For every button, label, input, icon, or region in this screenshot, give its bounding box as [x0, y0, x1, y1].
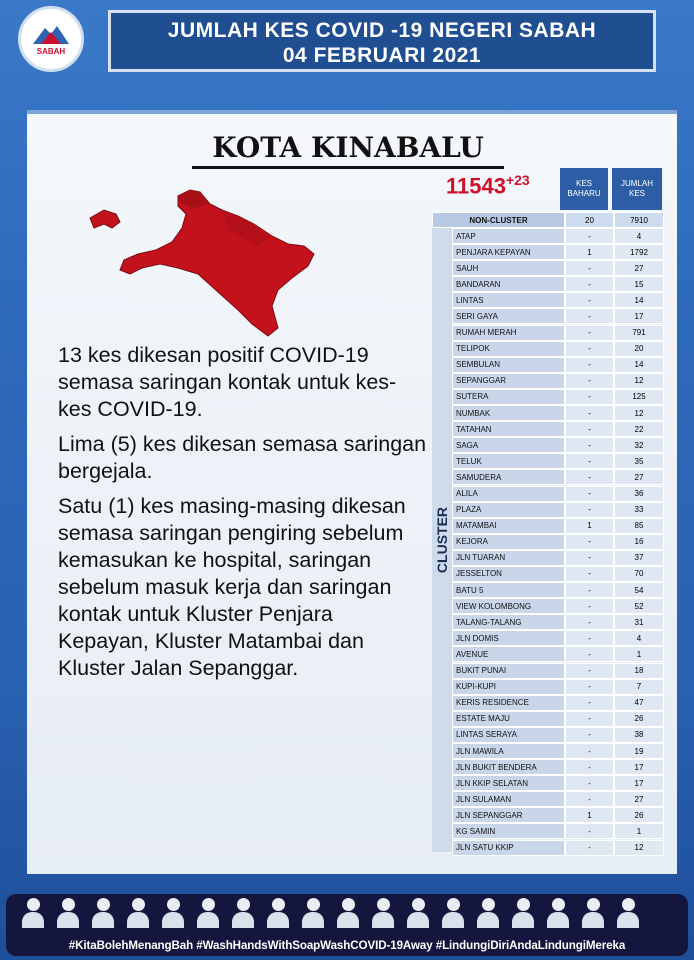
table-row — [452, 405, 664, 421]
table-row — [452, 228, 664, 244]
table-row — [452, 453, 664, 469]
row-name: JLN TUARAN — [452, 550, 565, 566]
paragraph: 13 kes dikesan positif COVID-19 semasa saringan kontak untuk kes-kes COVID-19. — [58, 343, 397, 421]
row-new: - — [565, 228, 614, 244]
row-name: TALANG-TALANG — [452, 614, 565, 630]
row-name: RUMAH MERAH — [452, 325, 565, 341]
table-row-non-cluster — [432, 212, 664, 228]
row-name: KEJORA — [452, 534, 565, 550]
row-new: - — [565, 502, 614, 518]
row-total: 12 — [614, 405, 664, 421]
row-name: SUTERA — [452, 389, 565, 405]
person-icon — [300, 898, 326, 928]
table-row — [452, 550, 664, 566]
person-icon — [440, 898, 466, 928]
row-name: SAUH — [452, 260, 565, 276]
row-total: 17 — [614, 308, 664, 324]
table-row — [452, 791, 664, 807]
row-new: - — [565, 292, 614, 308]
person-icon — [160, 898, 186, 928]
row-name: JLN BUKIT BENDERA — [452, 759, 565, 775]
table-row — [452, 389, 664, 405]
person-icon — [405, 898, 431, 928]
summary-text — [58, 342, 428, 690]
row-total: 14 — [614, 357, 664, 373]
row-new: - — [565, 823, 614, 839]
row-name: ATAP — [452, 228, 565, 244]
row-total: 17 — [614, 759, 664, 775]
row-name: ESTATE MAJU — [452, 711, 565, 727]
total-cases — [446, 172, 530, 199]
footer-hashtags: #KitaBolehMenangBah #WashHandsWithSoapWashCOVID-19Away #LindungiDiriAndaLindungiMereka — [68, 939, 626, 952]
row-name: JLN KKIP SELATAN — [452, 775, 565, 791]
row-new: - — [565, 646, 614, 662]
person-icon — [90, 898, 116, 928]
row-new: - — [565, 486, 614, 502]
row-name: NUMBAK — [452, 405, 565, 421]
table-row — [452, 840, 664, 856]
person-icon — [265, 898, 291, 928]
row-total: 125 — [614, 389, 664, 405]
row-total: 27 — [614, 260, 664, 276]
row-name: SERI GAYA — [452, 308, 565, 324]
table-row — [452, 308, 664, 324]
row-new: - — [565, 325, 614, 341]
row-total: 19 — [614, 743, 664, 759]
row-total: 12 — [614, 840, 664, 856]
row-total: 791 — [614, 325, 664, 341]
row-new: - — [565, 260, 614, 276]
row-new: - — [565, 469, 614, 485]
row-name: AVENUE — [452, 646, 565, 662]
table-row — [452, 743, 664, 759]
row-total: 7 — [614, 679, 664, 695]
mountain-logo-icon — [31, 22, 71, 46]
row-new: - — [565, 437, 614, 453]
row-new: - — [565, 840, 614, 856]
footer-banner — [6, 894, 688, 956]
person-icon — [510, 898, 536, 928]
table-row — [452, 486, 664, 502]
row-new: - — [565, 598, 614, 614]
row-name: JLN DOMIS — [452, 630, 565, 646]
row-total: 47 — [614, 695, 664, 711]
table-row — [452, 582, 664, 598]
row-total: 36 — [614, 486, 664, 502]
row-total: 54 — [614, 582, 664, 598]
table-row — [452, 276, 664, 292]
person-icon — [370, 898, 396, 928]
table-row — [452, 341, 664, 357]
row-total: 18 — [614, 663, 664, 679]
row-new: - — [565, 614, 614, 630]
person-icon — [545, 898, 571, 928]
row-name: SEPANGGAR — [452, 373, 565, 389]
row-new: - — [565, 695, 614, 711]
row-total: 16 — [614, 534, 664, 550]
table-row — [452, 373, 664, 389]
person-icon — [580, 898, 606, 928]
row-new: - — [565, 727, 614, 743]
row-total: 27 — [614, 791, 664, 807]
row-new: - — [565, 743, 614, 759]
row-total: 32 — [614, 437, 664, 453]
table-row — [452, 711, 664, 727]
sabah-logo — [18, 6, 84, 72]
table-row — [452, 437, 664, 453]
table-row — [452, 518, 664, 534]
row-new: - — [565, 341, 614, 357]
paragraph: Satu (1) kes masing-masing dikesan semasa saringan pengiring sebelum kemasukan ke hospital, saringan sebelum masuk kerja dan saringan kontak untuk Kluster Penjara Kepayan, Kluster Matambai dan Kluster Jalan Sepanggar. — [58, 494, 406, 680]
row-name: JLN SEPANGGAR — [452, 807, 565, 823]
header-kes-baharu: KES BAHARU — [560, 168, 608, 210]
row-name: BANDARAN — [452, 276, 565, 292]
cluster-side-label — [432, 228, 452, 852]
table-row — [452, 807, 664, 823]
row-total: 35 — [614, 453, 664, 469]
row-name: PENJARA KEPAYAN — [452, 244, 565, 260]
row-new: - — [565, 663, 614, 679]
person-icon — [475, 898, 501, 928]
row-name: TELUK — [452, 453, 565, 469]
person-icon — [55, 898, 81, 928]
table-row — [452, 357, 664, 373]
row-total: 85 — [614, 518, 664, 534]
row-new: 1 — [565, 807, 614, 823]
row-new: - — [565, 711, 614, 727]
new-cases-value: +23 — [505, 172, 530, 188]
header-date: 04 FEBRUARI 2021 — [282, 44, 482, 67]
row-new: - — [565, 630, 614, 646]
row-new: - — [565, 759, 614, 775]
row-total: 26 — [614, 711, 664, 727]
cluster-rows — [452, 228, 664, 856]
row-new: - — [565, 421, 614, 437]
row-new: - — [565, 389, 614, 405]
person-icon — [230, 898, 256, 928]
row-new: - — [565, 679, 614, 695]
row-total: 17 — [614, 775, 664, 791]
table-row — [452, 534, 664, 550]
district-title: KOTA KINABALU — [192, 130, 504, 169]
table-row — [452, 663, 664, 679]
row-new: - — [565, 373, 614, 389]
row-total: 38 — [614, 727, 664, 743]
table-row — [452, 566, 664, 582]
row-name: KERIS RESIDENCE — [452, 695, 565, 711]
table-row — [452, 727, 664, 743]
table-row — [452, 646, 664, 662]
table-row — [452, 679, 664, 695]
row-total: 1 — [614, 646, 664, 662]
person-icon — [615, 898, 641, 928]
row-name: PLAZA — [452, 502, 565, 518]
person-icon — [125, 898, 151, 928]
row-new: - — [565, 453, 614, 469]
row-new: - — [565, 582, 614, 598]
row-name: SAMUDERA — [452, 469, 565, 485]
cluster-label-text: CLUSTER — [434, 506, 450, 574]
table-row — [452, 260, 664, 276]
row-name: BUKIT PUNAI — [452, 663, 565, 679]
kota-kinabalu-map-icon — [82, 188, 322, 340]
row-new: - — [565, 308, 614, 324]
row-new: - — [565, 405, 614, 421]
paragraph: Lima (5) kes dikesan semasa saringan bergejala. — [58, 432, 427, 483]
frontliner-figures — [20, 898, 641, 928]
row-total: 1792 — [614, 244, 664, 260]
table-row — [452, 421, 664, 437]
row-total: 14 — [614, 292, 664, 308]
row-new: 1 — [565, 244, 614, 260]
table-row — [452, 292, 664, 308]
table-row — [452, 244, 664, 260]
row-total: 15 — [614, 276, 664, 292]
row-new: - — [565, 566, 614, 582]
row-name: LINTAS — [452, 292, 565, 308]
row-name: JLN MAWILA — [452, 743, 565, 759]
table-row — [452, 469, 664, 485]
row-total: 22 — [614, 421, 664, 437]
row-name: TATAHAN — [452, 421, 565, 437]
header-title: JUMLAH KES COVID -19 NEGERI SABAH — [167, 19, 597, 42]
row-new: - — [565, 791, 614, 807]
row-name: VIEW KOLOMBONG — [452, 598, 565, 614]
row-name: KG SAMIN — [452, 823, 565, 839]
table-row — [452, 823, 664, 839]
row-total: 26 — [614, 807, 664, 823]
table-row — [452, 775, 664, 791]
row-total: 12 — [614, 373, 664, 389]
header-banner — [108, 10, 656, 72]
row-total: 70 — [614, 566, 664, 582]
table-row — [452, 598, 664, 614]
row-new: 1 — [565, 518, 614, 534]
row-total: 27 — [614, 469, 664, 485]
total-cases-value: 11543 — [446, 173, 506, 199]
row-name: SAGA — [452, 437, 565, 453]
row-name: JLN SULAMAN — [452, 791, 565, 807]
row-total: 7910 — [614, 212, 664, 228]
row-new: - — [565, 276, 614, 292]
row-new: - — [565, 534, 614, 550]
row-name: BATU 5 — [452, 582, 565, 598]
table-row — [452, 759, 664, 775]
table-row — [452, 502, 664, 518]
row-total: 1 — [614, 823, 664, 839]
row-total: 31 — [614, 614, 664, 630]
cluster-table — [432, 212, 664, 853]
person-icon — [20, 898, 46, 928]
table-row — [452, 695, 664, 711]
row-total: 20 — [614, 341, 664, 357]
row-name: LINTAS SERAYA — [452, 727, 565, 743]
row-name: JLN SATU KKIP — [452, 840, 565, 856]
table-row — [452, 325, 664, 341]
row-total: 37 — [614, 550, 664, 566]
row-name: TELIPOK — [452, 341, 565, 357]
row-total: 33 — [614, 502, 664, 518]
table-row — [452, 614, 664, 630]
row-total: 52 — [614, 598, 664, 614]
row-new: 20 — [565, 212, 614, 228]
logo-text: SABAH — [36, 47, 66, 56]
row-name: JESSELTON — [452, 566, 565, 582]
row-new: - — [565, 357, 614, 373]
person-icon — [335, 898, 361, 928]
row-name: SEMBULAN — [452, 357, 565, 373]
row-name: MATAMBAI — [452, 518, 565, 534]
row-new: - — [565, 775, 614, 791]
row-total: 4 — [614, 630, 664, 646]
header-jumlah-kes: JUMLAH KES — [612, 168, 662, 210]
row-name: KUPI-KUPI — [452, 679, 565, 695]
row-name: ALILA — [452, 486, 565, 502]
row-new: - — [565, 550, 614, 566]
person-icon — [195, 898, 221, 928]
row-name: NON-CLUSTER — [432, 212, 565, 228]
row-total: 4 — [614, 228, 664, 244]
table-row — [452, 630, 664, 646]
